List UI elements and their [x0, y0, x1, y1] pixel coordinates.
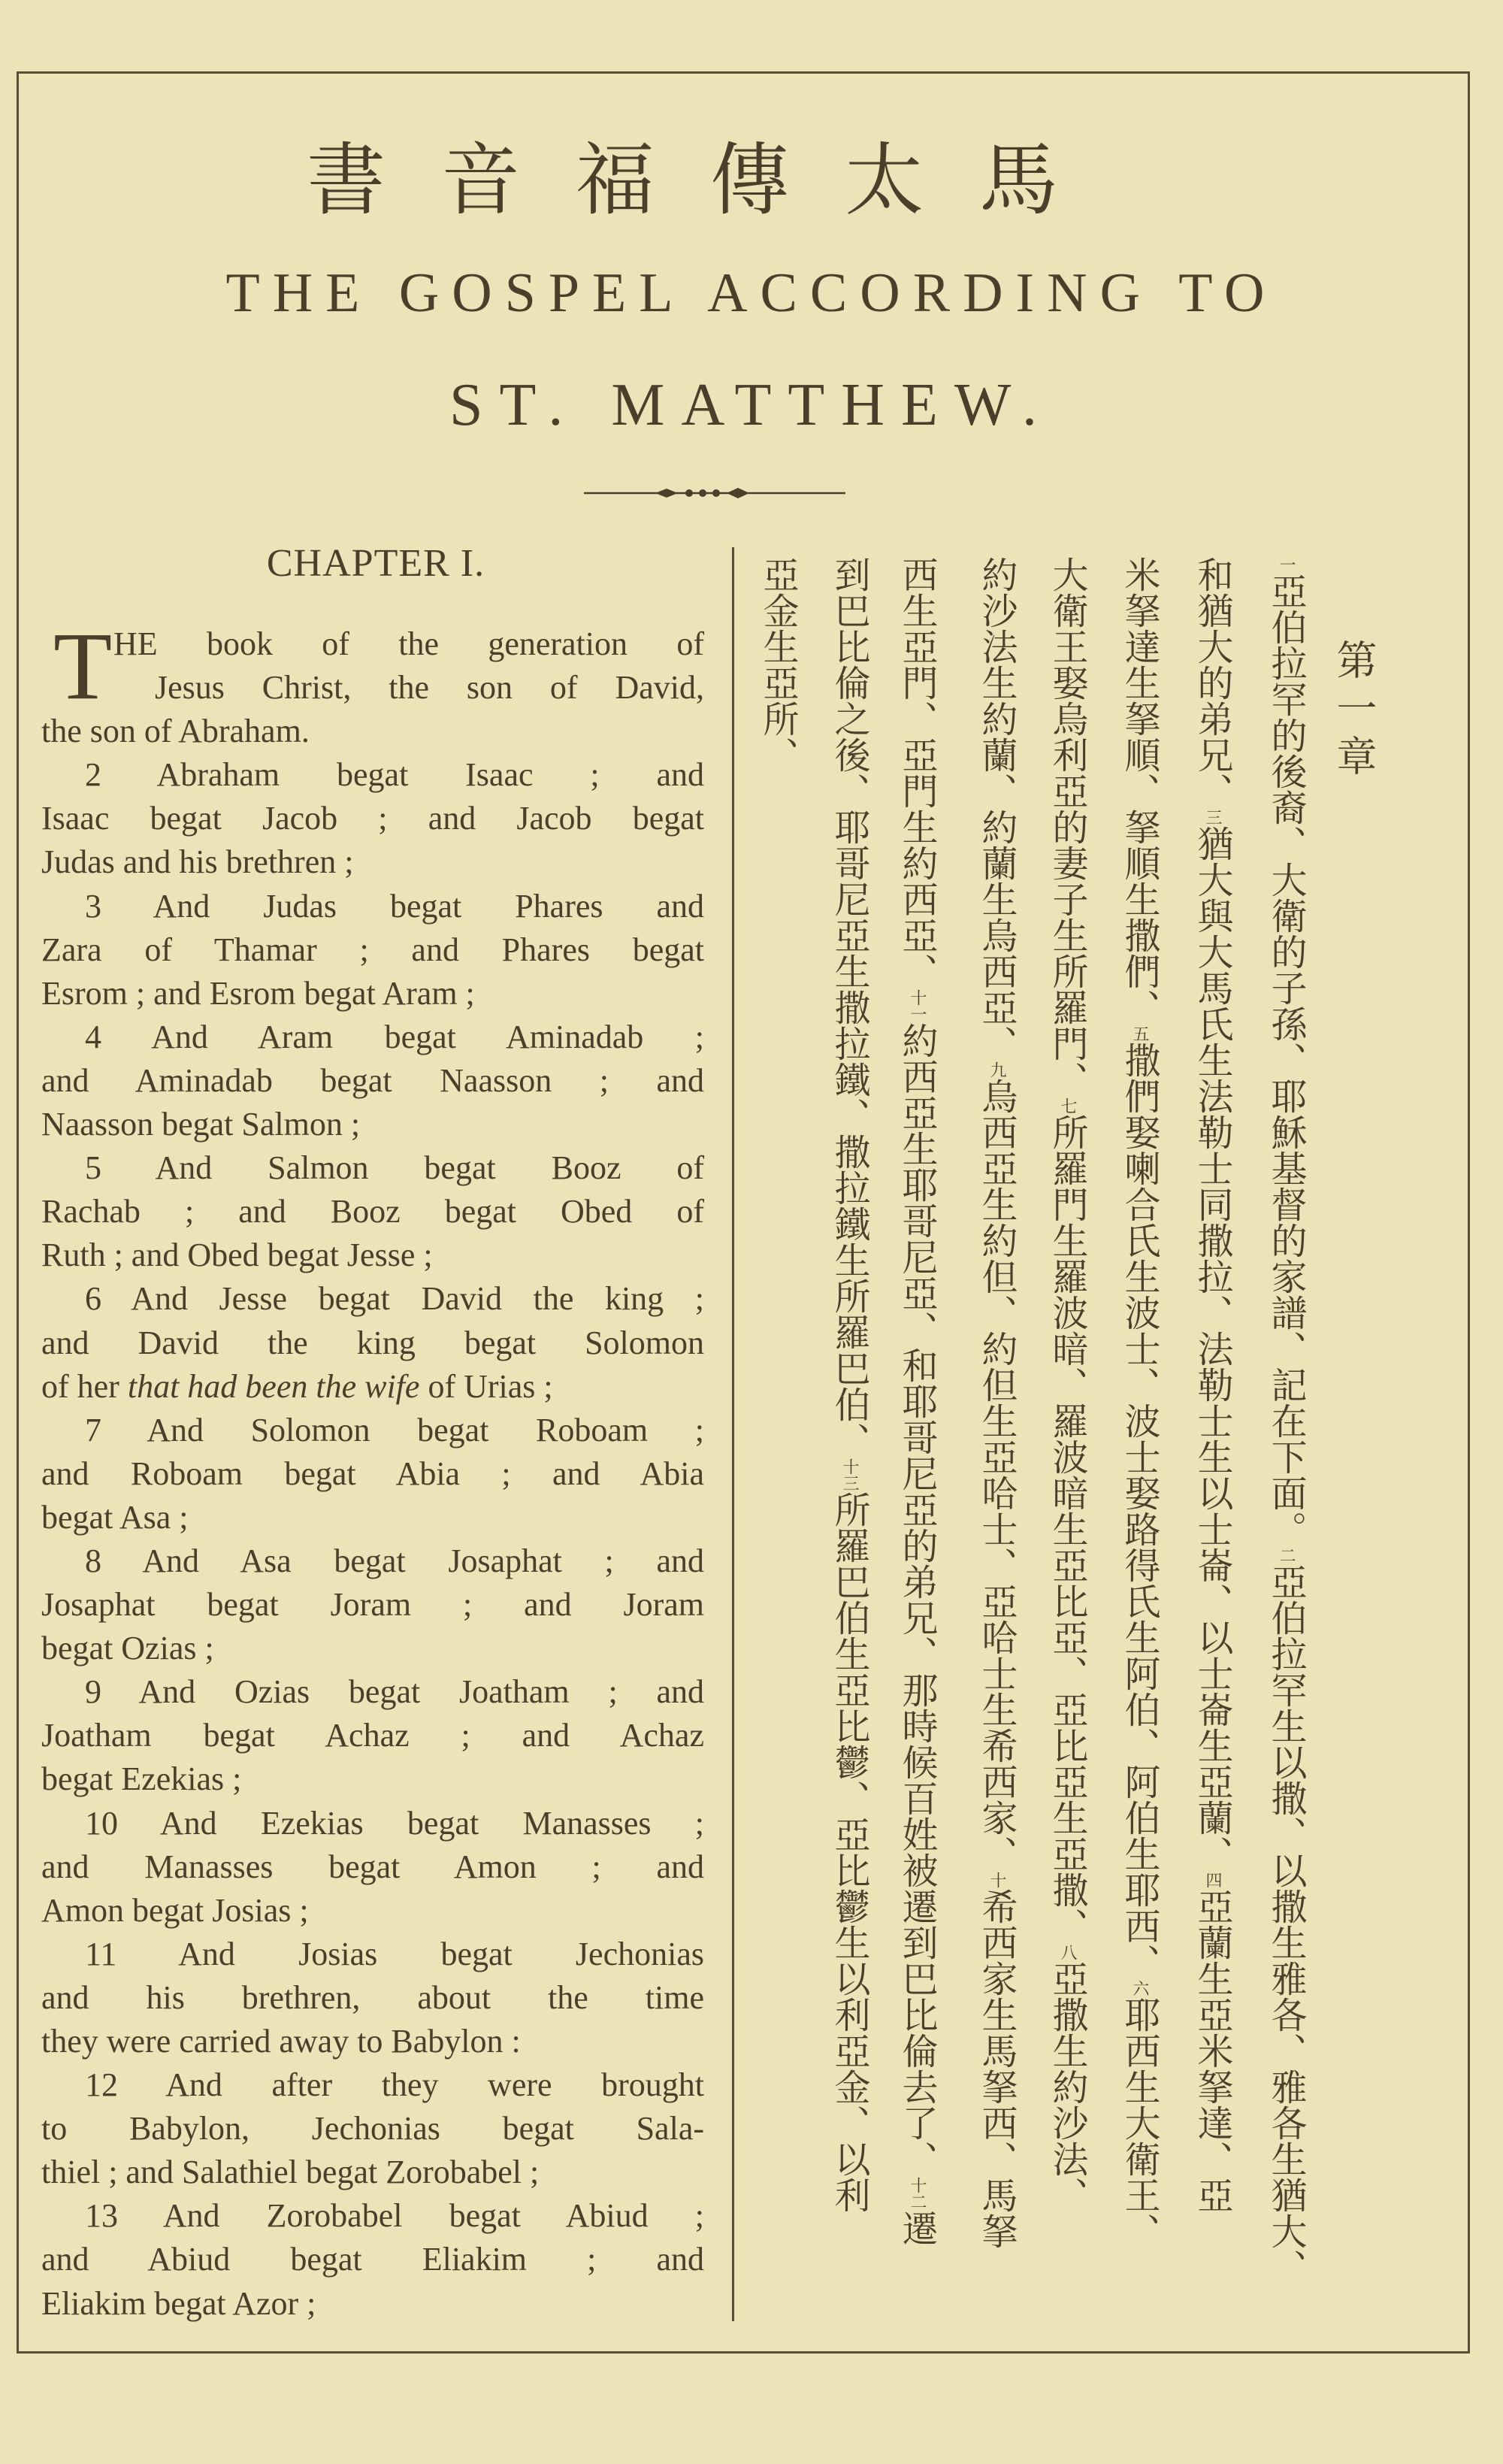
verse-4	[41, 1016, 704, 1146]
chinese-text: 亞伯拉罕生以撒、以撒生雅各、雅各生猶大、	[1265, 1563, 1307, 2285]
chinese-text: 米拏達生拏順、拏順生撒們、	[1118, 556, 1160, 1025]
english-title-line-2: ST. MATTHEW.	[449, 372, 1054, 438]
text-line: Rachab ; and Booz begat Obed of	[41, 1193, 704, 1230]
chinese-text: 希西家生馬拏西、馬拏	[975, 1888, 1018, 2249]
chinese-chapter-heading: 第一章	[1330, 639, 1377, 783]
text-line: and his brethren, about the time	[41, 1978, 704, 2016]
text-line: of her that had been the wife of Urias ;	[41, 1367, 553, 1405]
text-line: 3 And Judas begat Phares and	[85, 887, 704, 925]
chinese-column-1	[1264, 556, 1308, 2285]
verse-10	[41, 1802, 704, 1933]
chinese-column-2	[1190, 556, 1234, 2213]
text-line: thiel ; and Salathiel begat Zorobabel ;	[41, 2154, 540, 2191]
chinese-text: 烏西亞生約但、約但生亞哈士、亞哈士生希西家、	[975, 1078, 1018, 1872]
text-line: Zara of Thamar ; and Phares begat	[41, 931, 704, 968]
text-line: Isaac begat Jacob ; and Jacob begat	[41, 800, 704, 837]
verse-11	[41, 1933, 704, 2063]
text-line: Eliakim begat Azor ;	[41, 2284, 316, 2322]
verse-number: 七	[1058, 1097, 1077, 1114]
verse-3	[41, 885, 704, 1016]
verse-number: 十	[987, 1872, 1006, 1888]
chinese-column-3	[1117, 556, 1161, 2249]
text-line: Jesus Christ, the son of David,	[155, 669, 704, 707]
ornament-rule	[584, 487, 845, 499]
text-line: and Manasses begat Amon ; and	[41, 1848, 704, 1885]
text-line: HE book of the generation of	[113, 625, 704, 662]
verse-1	[41, 613, 704, 753]
chinese-text: 亞伯拉罕的後裔、大衛的子孫、耶穌基督的家譜、記在下面。	[1265, 573, 1307, 1547]
italic-text: that had been the wife	[127, 1367, 420, 1405]
drop-cap-lines	[113, 622, 704, 710]
chinese-column-6	[895, 556, 939, 2246]
verse-6	[41, 1277, 704, 1408]
chinese-text: 和猶大的弟兄、	[1191, 556, 1233, 809]
chinese-text: 撒們娶喇合氏生波士、波士娶路得氏生阿伯、阿伯生耶西、	[1118, 1042, 1160, 1980]
text-line: 4 And Aram begat Aminadab ;	[85, 1018, 704, 1055]
chinese-text: 猶大與大馬氏生法勒士同撒拉、法勒士生以士崙、以士崙生亞蘭、	[1191, 825, 1233, 1872]
verse-number: 八	[1058, 1944, 1077, 1960]
verse-12	[41, 2063, 704, 2194]
text-line: 11 And Josias begat Jechonias	[85, 1935, 704, 1972]
text-line: 2 Abraham begat Isaac ; and	[85, 756, 704, 794]
text-line: 12 And after they were brought	[85, 2066, 704, 2104]
chinese-text: 耶西生大衛王、	[1118, 1996, 1160, 2249]
verse-number: 四	[1203, 1872, 1222, 1888]
text-line: to Babylon, Jechonias begat Sala-	[41, 2110, 704, 2148]
chinese-text: 大衛王娶烏利亞的妻子生所羅門、	[1046, 556, 1088, 1097]
text-line: begat Asa ;	[41, 1498, 189, 1536]
column-divider	[732, 547, 734, 2321]
text-line: 8 And Asa begat Josaphat ; and	[85, 1542, 704, 1579]
text-line: Naasson begat Salmon ;	[41, 1106, 361, 1143]
chinese-text: 約西亞生耶哥尼亞、和耶哥尼亞的弟兄、那時候百姓被遷到巴比倫去了、	[896, 1022, 938, 2177]
text-line: begat Ezekias ;	[41, 1760, 242, 1798]
text-line: 10 And Ezekias begat Manasses ;	[85, 1804, 704, 1842]
text-line: 13 And Zorobabel begat Abiud ;	[85, 2197, 704, 2235]
text-line: Judas and his brethren ;	[41, 843, 354, 881]
english-text-column	[41, 613, 704, 2326]
text-line: Josaphat begat Joram ; and Joram	[41, 1586, 704, 1624]
text-line: 7 And Solomon begat Roboam ;	[85, 1411, 704, 1448]
verse-number: 十三	[840, 1458, 859, 1491]
drop-cap: T	[53, 613, 113, 719]
verse-number: 二	[1277, 1547, 1296, 1563]
chapter-heading: CHAPTER I.	[266, 542, 485, 585]
chinese-text: 西生亞門、亞門生約西亞、	[896, 556, 938, 989]
text-line: Joatham begat Achaz ; and Achaz	[41, 1717, 704, 1754]
chinese-column-5	[975, 556, 1018, 2249]
chinese-column-4	[1045, 556, 1089, 2213]
verse-9	[41, 1670, 704, 1801]
chinese-text: 所羅門生羅波暗、羅波暗生亞比亞、亞比亞生亞撒、	[1046, 1114, 1088, 1944]
text-line: Esrom ; and Esrom begat Aram ;	[41, 974, 475, 1012]
chinese-text: 到巴比倫之後、耶哥尼亞生撒拉鐵、撒拉鐵生所羅巴伯、	[828, 556, 870, 1458]
verse-13	[41, 2194, 704, 2325]
text-line: and Roboam begat Abia ; and Abia	[41, 1454, 704, 1492]
chinese-column-7	[827, 556, 871, 2213]
text-line: the son of Abraham.	[41, 713, 310, 750]
verse-2	[41, 753, 704, 884]
verse-7	[41, 1409, 704, 1539]
english-title-line-1: THE GOSPEL ACCORDING TO	[225, 262, 1278, 324]
chinese-column-8	[756, 556, 800, 773]
text-line: and David the king begat Solomon	[41, 1324, 704, 1361]
text-line: and Abiud begat Eliakim ; and	[41, 2241, 704, 2278]
verse-5	[41, 1146, 704, 1277]
text-line: 6 And Jesse begat David the king ;	[85, 1280, 704, 1318]
chinese-text: 所羅巴伯生亞比鬱、亞比鬱生以利亞金、以利	[828, 1491, 870, 2213]
verse-number: 九	[987, 1061, 1006, 1078]
chinese-text: 約沙法生約蘭、約蘭生烏西亞、	[975, 556, 1018, 1061]
text-line: they were carried away to Babylon :	[41, 2023, 521, 2060]
chinese-title: 書音福傳太馬	[306, 135, 1114, 226]
text-line: 9 And Ozias begat Joatham ; and	[85, 1673, 704, 1711]
verse-number: 六	[1130, 1980, 1149, 1996]
verse-number: 一	[1277, 556, 1296, 573]
text-line: begat Ozias ;	[41, 1630, 214, 1667]
text-line: Ruth ; and Obed begat Jesse ;	[41, 1237, 433, 1274]
verse-number: 十二	[908, 2177, 927, 2210]
chinese-text: 亞蘭生亞米拏達、亞	[1191, 1888, 1233, 2213]
verse-number: 十一	[908, 989, 927, 1022]
text-line: and Aminadab begat Naasson ; and	[41, 1061, 704, 1099]
verse-number: 三	[1203, 809, 1222, 825]
chinese-text: 亞金生亞所、	[757, 556, 799, 773]
verse-8	[41, 1539, 704, 1670]
text-line: Amon begat Josias ;	[41, 1891, 309, 1929]
chinese-text: 亞撒生約沙法、	[1046, 1960, 1088, 2213]
text-line: 5 And Salmon begat Booz of	[85, 1149, 704, 1187]
drop-cap-row	[41, 613, 704, 719]
verse-number: 五	[1130, 1025, 1149, 1042]
chinese-text: 遷	[896, 2210, 938, 2246]
